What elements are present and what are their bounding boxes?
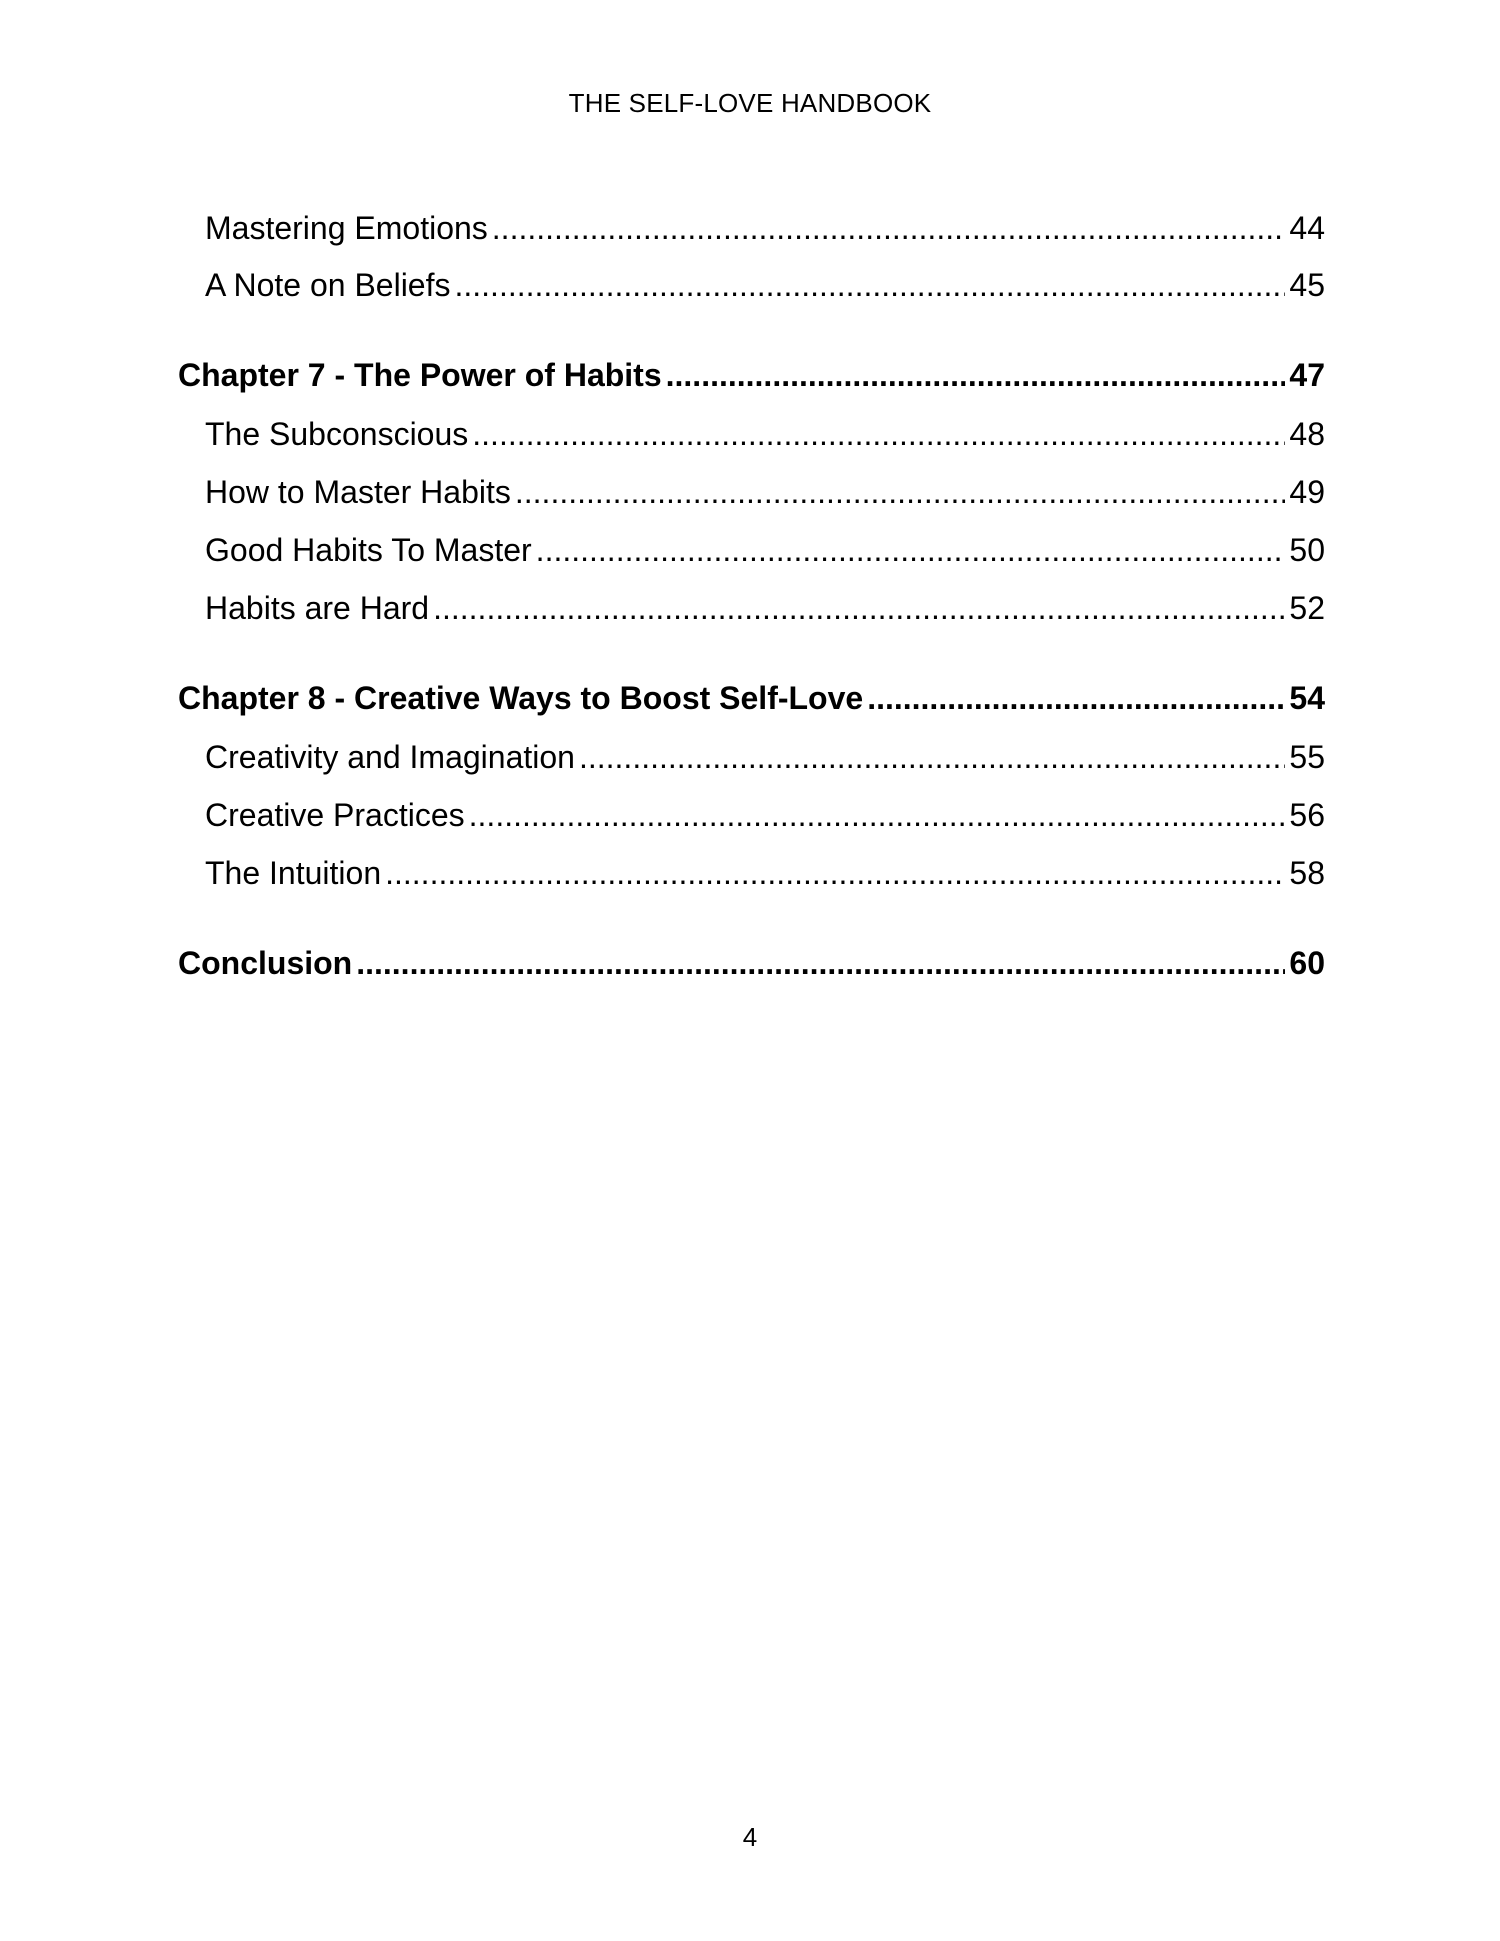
toc-entry-title: The Subconscious	[205, 416, 469, 452]
toc-entry-habits-hard[interactable]	[205, 590, 1325, 627]
toc-entry-chapter-8[interactable]	[178, 680, 1325, 717]
toc-entry-title: Chapter 8 - Creative Ways to Boost Self-Love	[178, 680, 864, 716]
toc-entry-title: Good Habits To Master	[205, 532, 532, 568]
toc-entry-subconscious[interactable]	[205, 416, 1325, 453]
dot-leader	[492, 210, 1286, 247]
page-number: 4	[742, 1822, 758, 1852]
toc-entry-chapter-7[interactable]	[178, 357, 1325, 394]
dot-leader	[579, 739, 1285, 776]
dot-leader	[666, 357, 1286, 394]
toc-entry-title: Creative Practices	[205, 797, 465, 833]
dot-leader	[433, 590, 1285, 627]
toc-entry-title: Conclusion	[178, 945, 353, 981]
toc-entry-page: 55	[1289, 739, 1325, 775]
dot-leader	[356, 945, 1285, 982]
dot-leader	[454, 267, 1285, 304]
toc-entry-page: 45	[1289, 267, 1325, 303]
dot-leader	[515, 474, 1286, 511]
toc-entry-page: 49	[1289, 474, 1325, 510]
toc-entry-title: Creativity and Imagination	[205, 739, 575, 775]
toc-entry-page: 54	[1289, 680, 1325, 716]
dot-leader	[536, 532, 1286, 569]
dot-leader	[385, 855, 1285, 892]
dot-leader	[469, 797, 1286, 834]
toc-entry-creativity[interactable]	[205, 739, 1325, 776]
toc-entry-page: 48	[1289, 416, 1325, 452]
toc-entry-title: The Intuition	[205, 855, 382, 891]
toc-entry-page: 60	[1289, 945, 1325, 981]
toc-entry-title: Habits are Hard	[205, 590, 430, 626]
toc-entry-title: A Note on Beliefs	[205, 267, 451, 303]
toc-entry-page: 58	[1289, 855, 1325, 891]
toc-entry-page: 47	[1289, 357, 1325, 393]
toc-entry-master-habits[interactable]	[205, 474, 1325, 511]
running-header: THE SELF-LOVE HANDBOOK	[568, 88, 932, 118]
dot-leader	[867, 680, 1285, 717]
dot-leader	[472, 416, 1285, 453]
toc-entry-title: Mastering Emotions	[205, 210, 488, 246]
toc-entry-good-habits[interactable]	[205, 532, 1325, 569]
toc-entry-title: Chapter 7 - The Power of Habits	[178, 357, 662, 393]
toc-entry-page: 56	[1289, 797, 1325, 833]
toc-entry-intuition[interactable]	[205, 855, 1325, 892]
toc-entry-title: How to Master Habits	[205, 474, 511, 510]
toc-entry-page: 52	[1289, 590, 1325, 626]
toc-entry-conclusion[interactable]	[178, 945, 1325, 982]
toc-entry-creative-practices[interactable]	[205, 797, 1325, 834]
toc-entry-mastering-emotions[interactable]	[205, 210, 1325, 247]
toc-entry-note-on-beliefs[interactable]	[205, 267, 1325, 304]
toc-entry-page: 50	[1289, 532, 1325, 568]
toc-entry-page: 44	[1289, 210, 1325, 246]
